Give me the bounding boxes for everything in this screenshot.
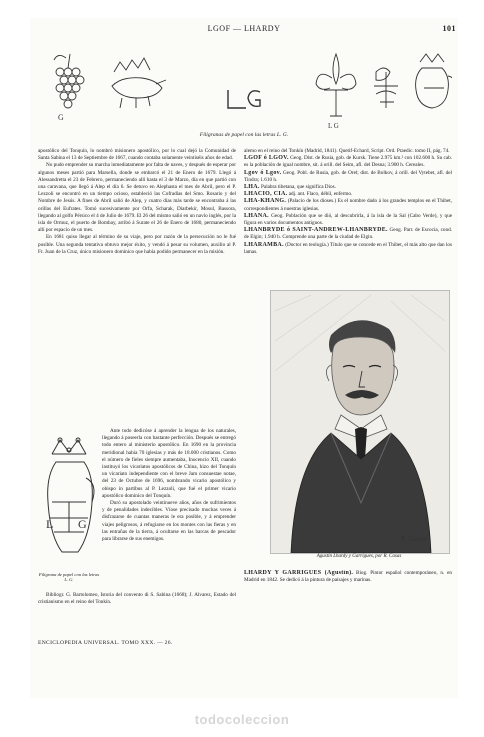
entry-headword: LHANA. bbox=[244, 212, 269, 219]
entry bbox=[244, 170, 452, 184]
entry-headword: LHARAMBA. bbox=[244, 241, 284, 248]
entry-continuation: alemo en el reino del Tonkín (Madrid, 1841). Quetif-Echard, Script. Ord. Praedic. tomo II, pág. 74. bbox=[244, 148, 450, 154]
entry-text: (Palacio de los dioses.) Es el nombre dado á los grandes templos en el Thibet, correspondientes á nuestras iglesias. bbox=[244, 198, 452, 212]
entry-headword: LHACIO, CIA. bbox=[244, 191, 288, 198]
svg-text:G: G bbox=[78, 517, 87, 531]
running-head-title: LGOF — LHARDY bbox=[207, 24, 281, 33]
portrait-image bbox=[270, 290, 450, 554]
paragraph: En 1681 quiso llegar al término de su viaje, pero por razón de la persecución no le fué posible. Una segunda tentativa obtuvo mejor éxito, y vendó á pesar su volumen, auxilio al P. Fr. Juan de la Cruz, único misionero dominico que había podido permanecer en la misión. bbox=[38, 234, 236, 255]
entry-text: Geog. Pobl. de Rusia, gob. de Orel; dist. de Bolkov, á orill. del Vytebet, afl. del Tindra; 1.610 h. bbox=[244, 169, 452, 183]
entry-text: Palabra tibetana, que significa Dios. bbox=[261, 184, 336, 191]
svg-text:G: G bbox=[58, 113, 64, 122]
entry bbox=[244, 227, 452, 241]
letters-filigree-icon bbox=[228, 90, 260, 108]
top-figure-caption: Filigranas de papel con las letras L. G. bbox=[199, 132, 289, 138]
entry-headword: LHARDY Y GARRIGUES (Agustín). bbox=[244, 570, 354, 576]
entry-headword: Lgov ó Lgov. bbox=[244, 169, 282, 176]
portrait-caption: Agustín Lhardy y Garrigues, por R. Casas bbox=[316, 554, 402, 559]
svg-text:L G: L G bbox=[328, 122, 339, 130]
entry-text: Geog. Dist. de Rusia, gob. de Kursk. Tiene 2.975 km.² con 102.600 h. Su cab. es la población de igual nombre, sit. á orill. del Seim, afl. del Desna; 3.900 h. Cereales. bbox=[244, 155, 452, 169]
jar-figure bbox=[38, 432, 100, 592]
page-number: 101 bbox=[442, 24, 456, 33]
paragraph: Ante todo dedicóse á aprender la lengua de los naturales, llegando á poseerla con bastante perfección. Después se entregó todo entero al ministerio apostólico. En 1690 en la provincia meridional había 70 iglesias y más de 18.000 cristianos. Como el número de fieles siempre aumentaba, Inocencio XII, cuando instituyó los vicariatos apostólicos de China, hizo del Tonquín un vicariato independiente con el breve Jam consuestae notae, del 23 de Octubre de 1696, nombrando vicario apostólico y obispo in partibus al P. Lezzoli, que fué el primer vicario apostólico dominico del Tonquín. bbox=[102, 428, 236, 499]
page-footer: ENCICLOPEDIA UNIVERSAL. TOMO XXX. — 26. bbox=[38, 640, 173, 646]
entry bbox=[244, 155, 452, 169]
svg-text:L: L bbox=[46, 517, 54, 531]
portrait-man-icon bbox=[271, 291, 449, 553]
left-column-text bbox=[38, 148, 236, 428]
grapes-filigree-icon bbox=[54, 54, 84, 122]
paragraph: apostólico del Tonquín, lo nombró misionero apostólico, por lo cual dejó la Comunidad de Santa Sabina el 13 de Septiembre de 1667, cuando contaba solamente veintiséis años de edad. bbox=[38, 148, 236, 162]
site-watermark: todocoleccion bbox=[194, 712, 290, 727]
entry-text: Biog. Pintor español contemporáneo, n. en Madrid en 1842. Se dedicó á la pintura de paisajes y marinas. bbox=[244, 570, 452, 584]
entry-text: Geog. Población que se dió, al descubrirla, á la isla de la Sal (Cabo Verde), y que figura en varios documentos antiguos. bbox=[244, 212, 452, 227]
left-column-lower-text bbox=[102, 428, 236, 590]
entry-headword: LHA-KHANG. bbox=[244, 198, 287, 205]
jar-filigree-icon bbox=[38, 432, 100, 572]
lhardy-entry bbox=[244, 570, 452, 596]
fleur-de-lis-filigree-icon bbox=[316, 54, 356, 130]
portrait-figure bbox=[270, 290, 448, 566]
entry-headword: LHANBRYDE ó SAINT-ANDREW-LHANBRYDE. bbox=[244, 227, 388, 234]
pitcher-filigree-icon bbox=[416, 54, 452, 108]
entry bbox=[244, 198, 452, 212]
entry-text: adj. ant. Flaco, débil, enfermo. bbox=[288, 191, 353, 198]
entry-text: (Doctor en teología.) Título que se concede en el Thibet, el más alto que dan los lamas. bbox=[244, 241, 452, 255]
paragraph: Bibliogr. G. Bartolomeo, Istoria del convento di S. Sabina (1668); J. Alvarez, Estado del cristianismo en el reino del Tonkín. bbox=[38, 592, 236, 606]
bibliography-text bbox=[38, 592, 236, 636]
entry-text: Geog. Parr. de Escocia, cond. de Elgin; 1.940 h. Comprende una parte de la ciudad de Elgin. bbox=[244, 227, 452, 241]
right-column-entries bbox=[244, 148, 452, 284]
jar-figure-caption: Filigrana de papel con las letras L. G. bbox=[38, 572, 100, 583]
watermark-figures bbox=[36, 42, 452, 142]
encyclopedia-page bbox=[30, 18, 458, 698]
paragraph: Duró su apostolado veintinueve años, años de sufrimientos y de penalidades indecibles. Víose precisado muchas veces á disfrazarse de cuantas maneras le era posible, y á emprender viajes peligrosos, á refugiarse en los montes con las fieras y en las entrañas de la tierra, á ocultarse en las barcas de pescador para librarse de sus enemigos. bbox=[102, 500, 236, 543]
entry bbox=[244, 213, 452, 227]
paragraph: No pudo emprender su marcha inmediatamente por falta de naves, y después de esperar por algunos meses partió para Marsella, donde se embarcó el 21 de Enero de 1679. Llegó á Alessandretta el 23 de Febrero, permaneciendo allí hasta el 3 de Marzo, día en que partió con una caravana, que llegó á Alep el día 6. Se detuvo en Alephasta el mes de Abril, pero el P. Lezzoli se encontró en un tiempo ocioso, estableció las Cofradías del Smo. Rosario y del Nombre de Jesús. A fines de Abril salió de Alep, y cuatro días más tarde se encontraba á las orillas del Eufrates. Tomó sucesivamente por Orfa, Scharak, Diarbekir, Mosul, Bassora, llegando al golfo Pérsico el 4 de Julio de 1679. El 26 del mismo salió en un navío inglés, por la isla de Ormuz, el puerto de Bombay, arribó á Surate el 26 de Enero de 1680, permaneciendo allí por espacio de un mes. bbox=[38, 162, 236, 234]
entry-headword: LGOF ó LGOV. bbox=[244, 155, 289, 162]
boar-filigree-icon bbox=[112, 58, 166, 108]
monogram-filigree-icon bbox=[374, 68, 398, 108]
svg-text:R. Casas: R. Casas bbox=[401, 535, 426, 543]
running-header bbox=[30, 24, 458, 36]
entry bbox=[244, 242, 452, 256]
filigree-illustrations bbox=[36, 42, 452, 132]
entry-headword: LHA. bbox=[244, 184, 260, 191]
